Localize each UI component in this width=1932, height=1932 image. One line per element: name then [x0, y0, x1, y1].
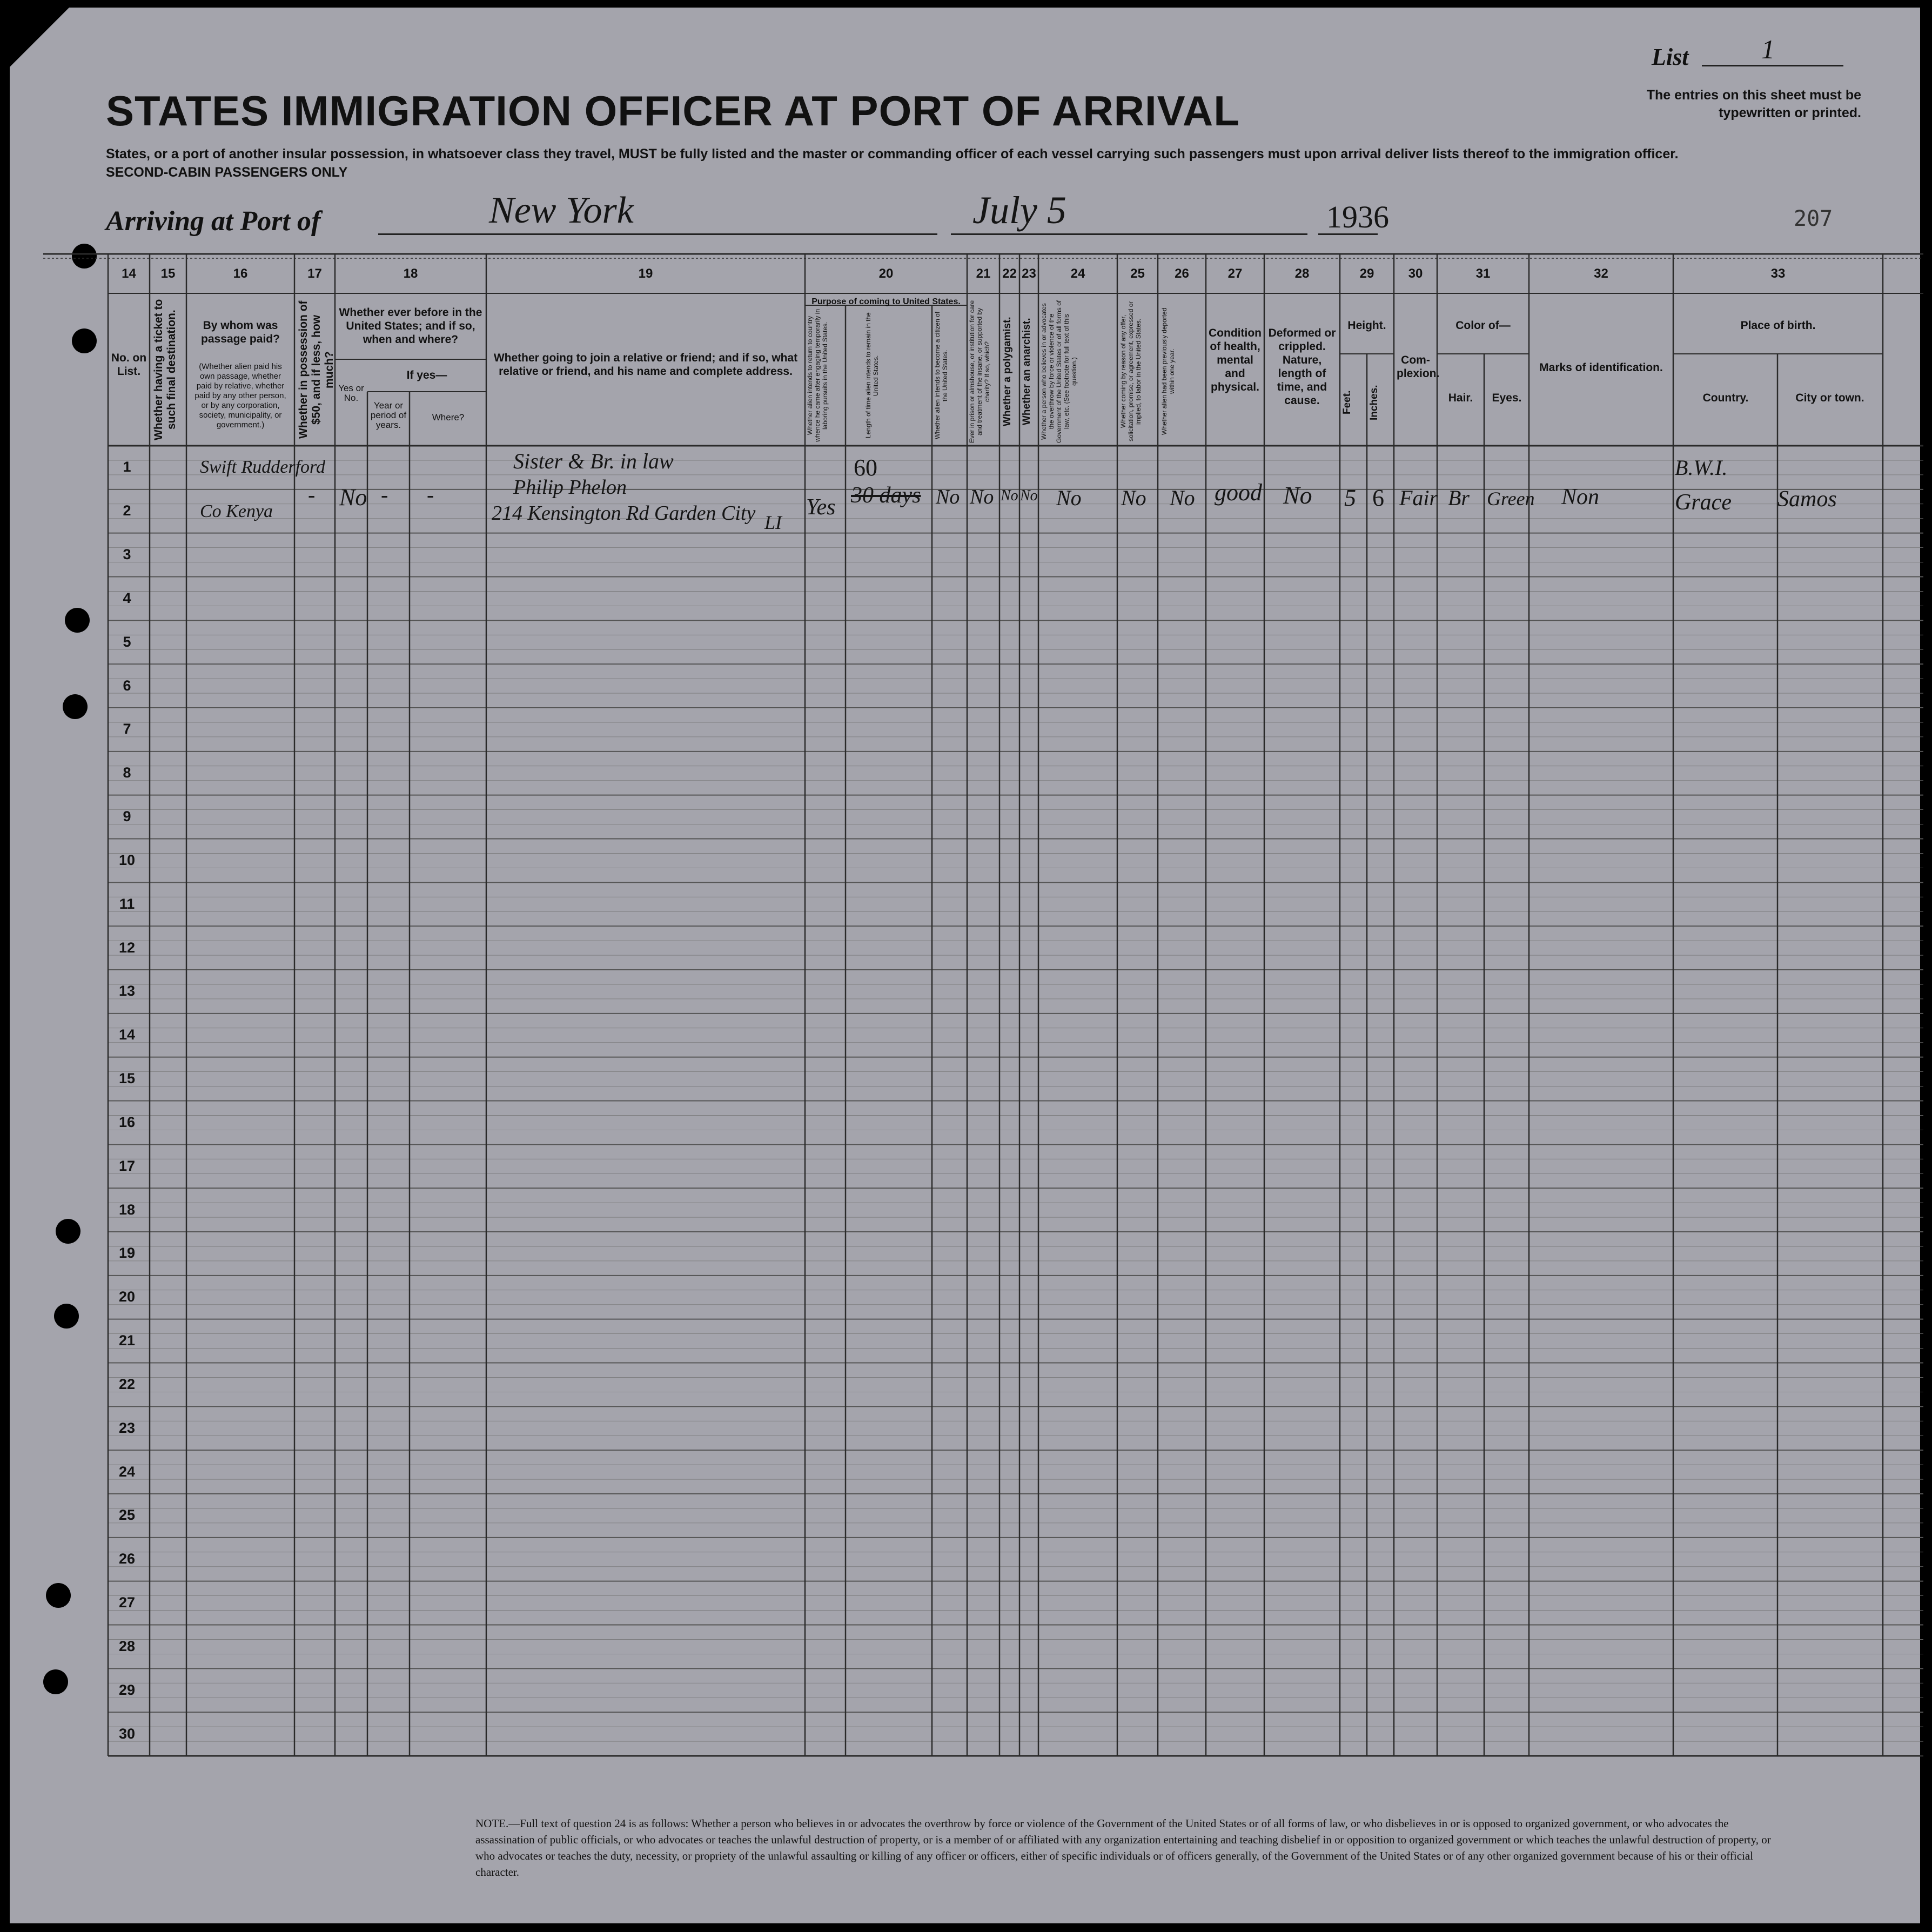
header-no-on-list: No. on List.: [111, 352, 147, 378]
colnum-22: 22: [1002, 266, 1017, 281]
colnum-26: 26: [1175, 266, 1189, 281]
header-city: City or town.: [1795, 392, 1864, 404]
row-number: 1: [123, 459, 131, 475]
colnum-25: 25: [1130, 266, 1145, 281]
colnum-32: 32: [1594, 266, 1608, 281]
colnum-17: 17: [307, 266, 322, 281]
row1-passage-paid-b: Co Kenya: [200, 501, 273, 521]
row1-before-year: -: [381, 482, 388, 507]
row1-contract: No: [1121, 486, 1146, 510]
row-number: 22: [118, 1376, 136, 1392]
header-ticket: Whether having a ticket to such final destination.: [152, 299, 178, 441]
row-number: 8: [123, 764, 131, 781]
header-return-country: Whether alien intends to return to country whence he came after engaging temporarily in laboring pursuits in the United States.: [806, 308, 829, 442]
colnum-20: 20: [878, 266, 894, 281]
row-number: 15: [118, 1070, 136, 1087]
colnum-21: 21: [976, 266, 991, 281]
row1-relative-a: Sister & Br. in law: [513, 449, 674, 473]
row-number: 10: [118, 851, 136, 868]
row1-marks: Non: [1561, 485, 1600, 509]
header-hair: Hair.: [1448, 392, 1473, 404]
header-complexion: Com-plexion.: [1397, 354, 1440, 380]
header-anarchist: Whether an anarchist.: [1021, 318, 1032, 425]
header-health: Condition of health, mental and physical.: [1209, 327, 1262, 393]
header-if-yes: If yes—: [406, 369, 447, 381]
row1-before-where: -: [427, 482, 434, 507]
header-country: Country.: [1702, 392, 1749, 404]
row1-city: Samos: [1777, 487, 1837, 512]
colnum-23: 23: [1022, 266, 1036, 281]
port-value: New York: [489, 190, 634, 231]
row-number: 19: [118, 1245, 136, 1262]
header-passage-paid-sub: (Whether alien paid his own passage, whether paid by relative, whether paid by any other person, or by any corporation, society, municipality, or government.): [194, 362, 286, 430]
row-number: 24: [118, 1463, 136, 1480]
footnote-q24: NOTE.—Full text of question 24 is as follows: Whether a person who believes in or advocates the overthrow by force or violence of the Government of the United States or of all forms of law, or who disbelieves in or is opposed to organized government, or who advocates the assassination of public officials, or who advocates or teaches the unlawful destruction of property, or is a member of or affiliated with any organization entertaining and teaching disbelief in or opposition to organized government or which teaches the unlawful destruction of property, or who advocates or teaches the duty, necessity, or propriety of the unlawful assaulting or killing of any officer or officers, either of specific individuals or of officers generally, of the Government of the United States or of any other organized government because of his or their official character.: [475, 1817, 1771, 1879]
header-length-of-stay: Length of time alien intends to remain in the United States.: [864, 312, 880, 439]
row-number: 21: [118, 1332, 136, 1349]
row1-country: Grace: [1675, 490, 1732, 515]
row-number: 9: [123, 808, 131, 825]
row1-length: 30 days: [851, 483, 921, 508]
row1-return: Yes: [806, 495, 836, 520]
header-year: Year or period of years.: [370, 400, 407, 430]
list-number: 1: [1761, 34, 1775, 64]
header-yes-or-no: Yes or No.: [338, 383, 364, 403]
row1-passage-paid-a: Swift Rudderford: [200, 457, 326, 477]
row-number: 17: [118, 1157, 136, 1174]
row-number: 2: [123, 502, 131, 519]
row-number: 16: [118, 1113, 136, 1130]
row1-deformed: No: [1283, 481, 1312, 509]
header-purpose: Purpose of coming to United States.: [811, 297, 961, 306]
intro-paragraph: States, or a port of another insular possession, in whatsoever class they travel, MUST be fully listed and the master or commanding officer of each vessel carrying such passengers must upon arrival deliver lists thereof to the immigration officer.: [106, 146, 1679, 162]
header-polygamist: Whether a polygamist.: [1002, 317, 1013, 426]
row-number: 25: [118, 1507, 136, 1524]
row1-complexion: Fair: [1399, 486, 1438, 510]
row-number: 13: [118, 983, 136, 999]
row1-polygamist: No: [1001, 487, 1018, 504]
colnum-14: 14: [122, 266, 136, 281]
row-number: 20: [118, 1289, 136, 1305]
colnum-29: 29: [1359, 266, 1374, 281]
row-number: 14: [118, 1027, 136, 1043]
colnum-24: 24: [1070, 266, 1085, 281]
row1-relative-b: Philip Phelon: [513, 476, 627, 499]
header-deported: Whether alien had been previously deported within one year.: [1160, 307, 1176, 435]
row-number: 23: [118, 1419, 136, 1436]
header-before-in-us: Whether ever before in the United States; and if so, when and where?: [339, 306, 482, 346]
row-number: 7: [123, 721, 131, 737]
row-number: 18: [118, 1201, 136, 1218]
colnum-27: 27: [1227, 266, 1243, 281]
colnum-19: 19: [638, 266, 653, 281]
colnum-16: 16: [233, 266, 248, 281]
header-feet: Feet.: [1341, 390, 1353, 415]
header-marks: Marks of identification.: [1539, 361, 1663, 374]
header-fifty-dollars: Whether in possession of $50, and if less, how much?: [297, 300, 336, 439]
header-become-citizen: Whether alien intends to become a citizen of the United States.: [934, 311, 949, 440]
row1-anarchist: No: [1020, 487, 1038, 504]
colnum-18: 18: [403, 266, 418, 281]
colnum-31: 31: [1475, 266, 1491, 281]
row-number: 12: [118, 939, 136, 956]
page-stamp: 207: [1794, 206, 1833, 231]
header-contract-labor: Whether coming by reason of any offer, solicitation, promise, or agreement, expressed or implied, to labor in the United States.: [1119, 301, 1142, 442]
list-label: List: [1652, 44, 1689, 70]
row1-q24: No: [1056, 486, 1082, 510]
row-number: 30: [118, 1725, 136, 1742]
header-inches: Inches.: [1369, 385, 1380, 420]
row-number: 4: [123, 589, 131, 606]
row-number: 27: [118, 1594, 136, 1611]
header-height: Height.: [1347, 319, 1386, 332]
row1-relative-d: LI: [764, 512, 782, 533]
header-where: Where?: [432, 412, 465, 422]
row-number: 29: [118, 1681, 136, 1698]
header-join-relative: Whether going to join a relative or friend; and if so, what relative or friend, and his name and complete address.: [493, 352, 798, 378]
page-title: STATES IMMIGRATION OFFICER AT PORT OF ARRIVAL: [106, 87, 1240, 135]
row1-citizen: No: [936, 486, 960, 508]
row1-fifty: -: [308, 482, 316, 507]
row1-relative-c: 214 Kensington Rd Garden City: [492, 502, 756, 525]
row1-country-a: B.W.I.: [1675, 455, 1728, 480]
row1-before-yes-no: No: [339, 484, 367, 511]
entries-note: The entries on this sheet must be typewritten or printed.: [1646, 88, 1861, 120]
row1-hair: Br: [1448, 486, 1470, 510]
colnum-30: 30: [1408, 266, 1423, 281]
row1-deported: No: [1170, 486, 1195, 510]
colnum-33: 33: [1770, 266, 1786, 281]
row-number: 3: [123, 546, 131, 563]
colnum-15: 15: [160, 266, 176, 281]
class-line: SECOND-CABIN PASSENGERS ONLY: [106, 165, 348, 180]
header-q24: Whether a person who believes in or advocates the overthrow by force or violence of the Government of the United States or of all forms of law, etc. (See footnote for full text of this question.): [1040, 300, 1078, 443]
header-deformed: Deformed or crippled. Nature, length of time, and cause.: [1268, 327, 1336, 407]
row1-health: good: [1215, 479, 1262, 506]
header-eyes: Eyes.: [1492, 392, 1522, 404]
row-number: 11: [119, 895, 135, 912]
header-prison: Ever in prison or almshouse, or institution for care and treatment of the insane, or supported by charity? If so, which?: [968, 300, 991, 443]
year-value: 1936: [1326, 199, 1389, 234]
row-number: 5: [123, 633, 131, 650]
row1-length-top: 60: [854, 454, 877, 481]
date-value: July 5: [972, 189, 1066, 232]
row1-feet: 5: [1344, 485, 1356, 511]
row-number: 28: [118, 1638, 136, 1654]
header-place-of-birth: Place of birth.: [1740, 319, 1816, 332]
row-number: 6: [123, 677, 131, 694]
row-number: 26: [118, 1551, 136, 1567]
colnum-28: 28: [1294, 266, 1310, 281]
header-color-of: Color of—: [1455, 319, 1511, 332]
header-passage-paid: By whom was passage paid?: [201, 319, 280, 345]
row1-eyes: Green: [1487, 488, 1535, 509]
row1-inches: 6: [1372, 485, 1384, 511]
arriving-label: Arriving at Port of: [106, 206, 321, 237]
row1-prison: No: [970, 486, 994, 508]
